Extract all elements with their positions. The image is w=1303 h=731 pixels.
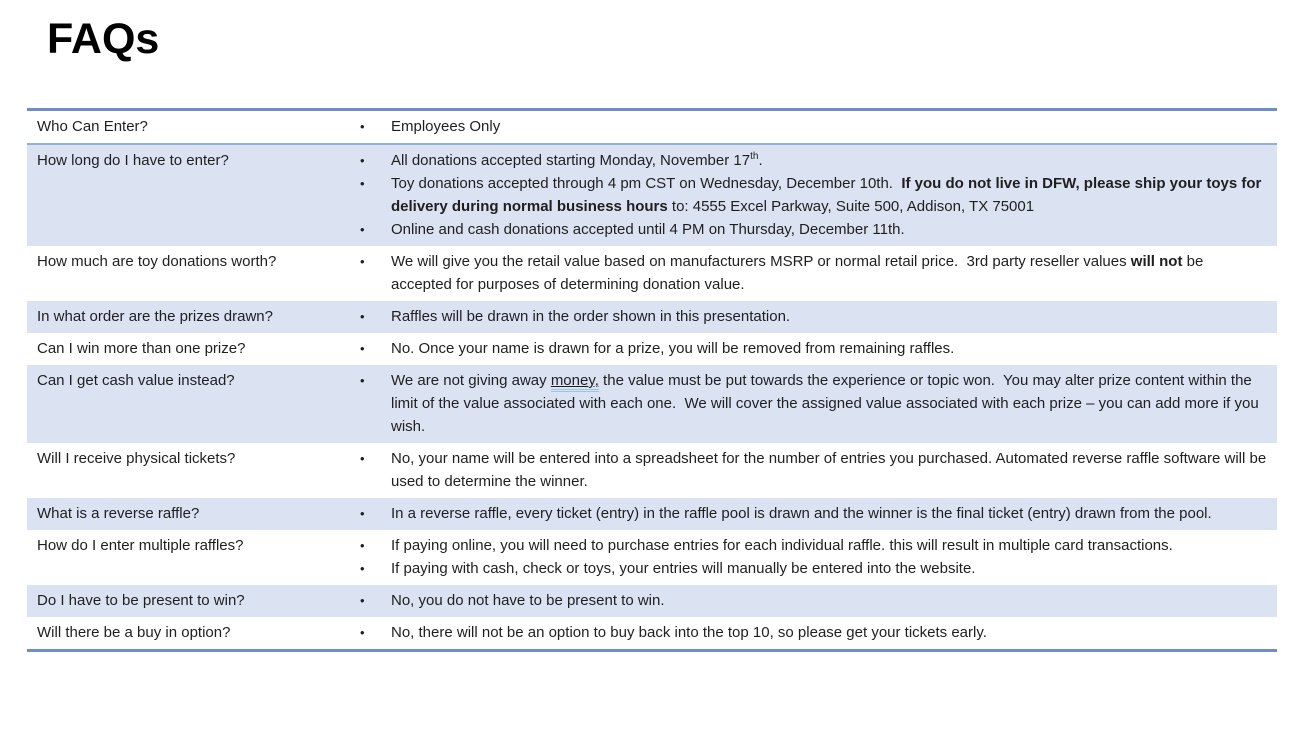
bullet-icon: •	[360, 309, 365, 324]
answer-cell	[345, 333, 1277, 365]
question-text: How much are toy donations worth?	[37, 253, 277, 270]
faq-row	[27, 145, 1277, 246]
bullet-text	[391, 250, 1267, 296]
faq-row	[27, 498, 1277, 530]
slide-title: FAQs	[47, 15, 160, 63]
question-text: Will I receive physical tickets?	[37, 450, 236, 467]
question-text: Who Can Enter?	[37, 118, 148, 135]
text-segment: In a reverse raffle, every ticket (entry) in the raffle pool is drawn and the winner is the final ticket (entry) drawn from the pool.	[391, 505, 1212, 522]
bullet-item	[345, 250, 1267, 296]
text-segment: If paying online, you will need to purchase entries for each individual raffle. this will result in multiple card transactions.	[391, 537, 1173, 554]
text-segment: No, your name will be entered into a spreadsheet for the number of entries you purchased. Automated reverse raffle software will be used to determine the winner.	[391, 450, 1271, 490]
bullet-text	[391, 218, 1267, 241]
faq-row	[27, 530, 1277, 585]
bullet-text	[391, 589, 1267, 612]
text-segment: No, there will not be an option to buy back into the top 10, so please get your tickets early.	[391, 624, 987, 641]
bullet-icon: •	[360, 561, 365, 576]
question-text: How do I enter multiple raffles?	[37, 537, 244, 554]
bullet-item	[345, 115, 1267, 138]
bullet-icon: •	[360, 625, 365, 640]
answer-cell	[345, 498, 1277, 530]
bullet-text	[391, 172, 1267, 218]
text-segment: Toy donations accepted through 4 pm CST on Wednesday, December 10th.	[391, 175, 902, 192]
question-cell	[27, 301, 345, 333]
text-segment: Online and cash donations accepted until 4 PM on Thursday, December 11th.	[391, 221, 905, 238]
answer-cell	[345, 145, 1277, 246]
bullet-item	[345, 218, 1267, 241]
bullet-item	[345, 557, 1267, 580]
question-cell	[27, 498, 345, 530]
text-segment: be accepted for purposes of determining donation value.	[391, 253, 1208, 293]
bullet-item	[345, 534, 1267, 557]
bullet-text	[391, 337, 1267, 360]
question-cell	[27, 530, 345, 585]
bullet-item	[345, 337, 1267, 360]
answer-cell	[345, 301, 1277, 333]
faq-table	[27, 108, 1277, 652]
faq-row	[27, 585, 1277, 617]
answer-cell	[345, 617, 1277, 649]
text-segment: Raffles will be drawn in the order shown in this presentation.	[391, 308, 791, 325]
bullet-text	[391, 534, 1267, 557]
bullet-text	[391, 305, 1267, 328]
text-segment: No. Once your name is drawn for a prize, you will be removed from remaining raffles.	[391, 340, 955, 357]
question-text: What is a reverse raffle?	[37, 505, 200, 522]
answer-cell	[345, 111, 1277, 143]
bullet-text	[391, 557, 1267, 580]
bullet-item	[345, 589, 1267, 612]
faq-row	[27, 365, 1277, 443]
bullet-item	[345, 621, 1267, 644]
text-segment: We will give you the retail value based on manufacturers MSRP or normal retail price. 3rd party reseller values	[391, 253, 1131, 270]
bullet-icon: •	[360, 538, 365, 553]
faq-row	[27, 333, 1277, 365]
bullet-icon: •	[360, 119, 365, 134]
text-segment: to: 4555 Excel Parkway, Suite 500, Addison, TX 75001	[667, 198, 1035, 215]
question-text: How long do I have to enter?	[37, 152, 229, 169]
bullet-item	[345, 305, 1267, 328]
bullet-icon: •	[360, 254, 365, 269]
question-cell	[27, 585, 345, 617]
text-segment: No, you do not have to be present to win.	[391, 592, 665, 609]
bullet-text	[391, 502, 1267, 525]
text-segment: If paying with cash, check or toys, your entries will manually be entered into the website.	[391, 560, 976, 577]
question-cell	[27, 617, 345, 649]
bullet-icon: •	[360, 451, 365, 466]
bullet-icon: •	[360, 373, 365, 388]
bullet-icon: •	[360, 176, 365, 191]
bullet-icon: •	[360, 506, 365, 521]
answer-cell	[345, 365, 1277, 443]
bullet-text	[391, 621, 1267, 644]
question-text: Do I have to be present to win?	[37, 592, 245, 609]
bullet-text	[391, 447, 1271, 493]
bullet-item	[345, 447, 1271, 493]
text-segment: .	[758, 152, 763, 169]
question-cell	[27, 145, 345, 246]
question-cell	[27, 365, 345, 443]
bullet-item	[345, 172, 1267, 218]
text-segment: We are not giving away	[391, 372, 551, 389]
question-text: Can I get cash value instead?	[37, 372, 235, 389]
faq-row	[27, 246, 1277, 301]
bullet-item	[345, 149, 1267, 172]
bullet-icon: •	[360, 593, 365, 608]
text-segment: All donations accepted starting Monday, November 17	[391, 152, 751, 169]
bullet-text	[391, 149, 1267, 172]
question-cell	[27, 333, 345, 365]
bullet-icon: •	[360, 153, 365, 168]
question-text: In what order are the prizes drawn?	[37, 308, 273, 325]
question-cell	[27, 111, 345, 143]
slide	[0, 15, 1303, 641]
question-cell	[27, 443, 345, 498]
question-text: Will there be a buy in option?	[37, 624, 231, 641]
faq-row	[27, 443, 1277, 498]
answer-cell	[345, 530, 1277, 585]
answer-cell	[345, 246, 1277, 301]
faq-row	[27, 111, 1277, 145]
text-segment: th	[750, 151, 759, 162]
bullet-icon: •	[360, 222, 365, 237]
answer-cell	[345, 443, 1277, 498]
text-segment: money,	[551, 372, 599, 392]
bullet-item	[345, 502, 1267, 525]
faq-row	[27, 617, 1277, 649]
text-segment: Employees Only	[391, 118, 501, 135]
text-segment: the value must be put towards the experience or topic won. You may alter prize content within the limit of the value associated with each one. We will cover the assigned value associated with each prize – you can add more if you wish.	[391, 372, 1263, 435]
bullet-item	[345, 369, 1267, 438]
bullet-icon: •	[360, 341, 365, 356]
faq-row	[27, 301, 1277, 333]
question-text: Can I win more than one prize?	[37, 340, 246, 357]
answer-cell	[345, 585, 1277, 617]
question-cell	[27, 246, 345, 301]
text-segment: If you do not live in DFW, please ship your toys for delivery during normal business hours	[391, 175, 1266, 215]
bullet-text	[391, 369, 1267, 438]
bullet-text	[391, 115, 1267, 138]
text-segment: will not	[1130, 253, 1183, 270]
